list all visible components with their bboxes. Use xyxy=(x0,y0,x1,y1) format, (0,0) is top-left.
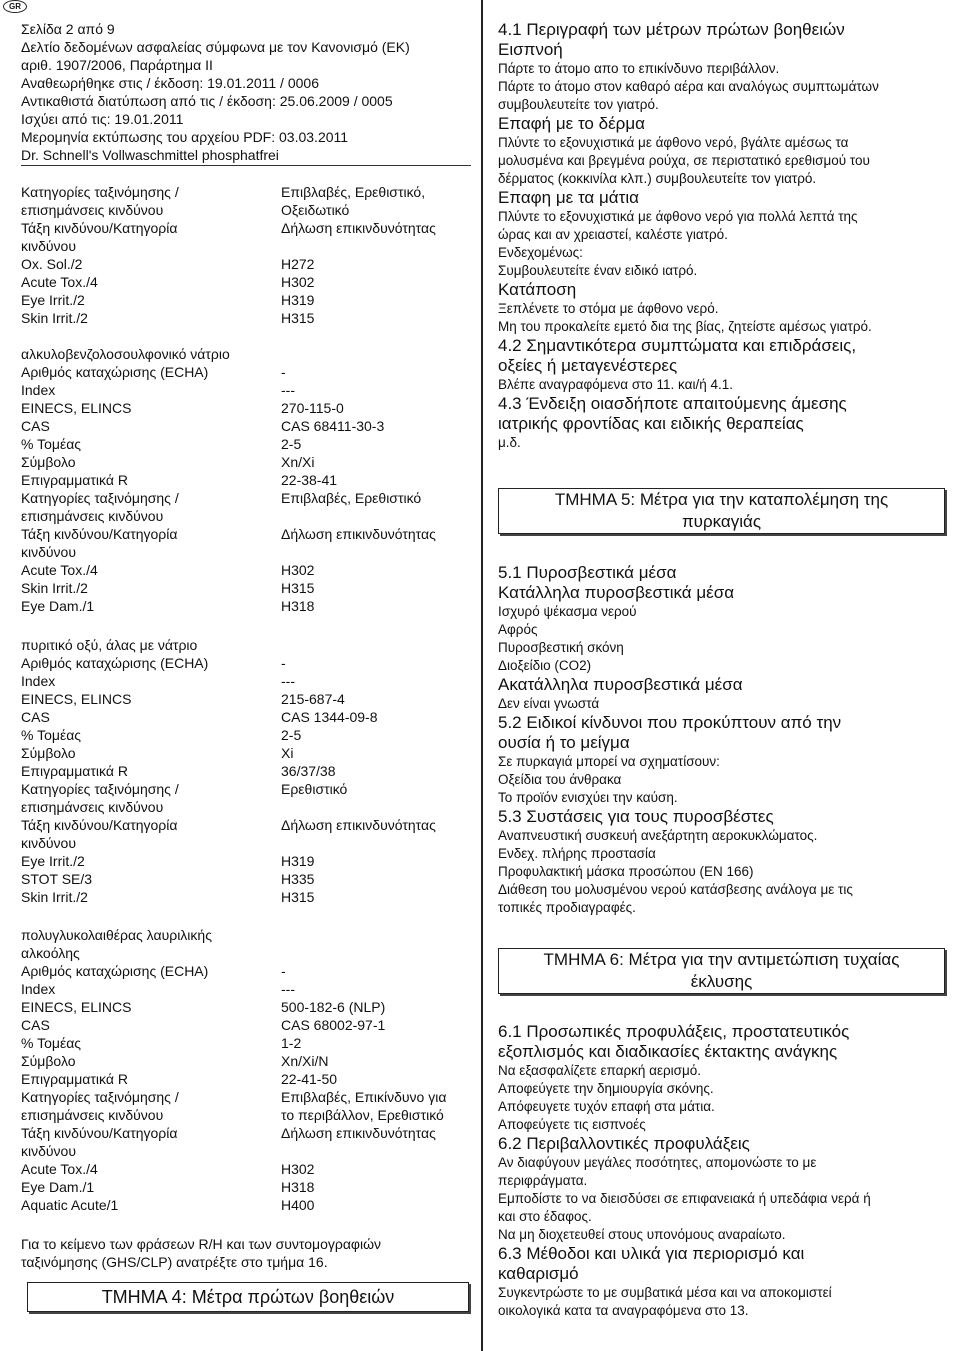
data-row xyxy=(21,435,471,453)
substance-title: πυριτικό οξύ, άλας με νάτριο xyxy=(21,637,198,653)
data-row xyxy=(21,1106,471,1124)
header-line: Dr. Schnell's Vollwaschmittel phosphatfrei xyxy=(21,147,279,163)
header-line: Ισχύει από τις: 19.01.2011 xyxy=(21,111,184,127)
text-line: 4.2 Σημαντικότερα συμπτώματα και επιδράσεις, xyxy=(498,336,857,355)
row-value xyxy=(281,543,471,561)
s41-title: 4.1 Περιγραφή των μέτρων πρώτων βοηθειών xyxy=(498,20,845,39)
row-label: Acute Tox./4 xyxy=(21,562,98,578)
row-value: CAS 1344-09-8 xyxy=(281,709,378,725)
row-value: H319 xyxy=(281,853,315,869)
row-label: επισημάνσεις κινδύνου xyxy=(21,1107,164,1123)
data-row xyxy=(21,381,471,399)
data-row xyxy=(21,780,471,798)
row-value: H319 xyxy=(281,292,315,308)
data-row xyxy=(21,1196,471,1214)
text-line: Αν διαφύγουν μεγάλες ποσότητες, απομονώστε το με xyxy=(498,1155,817,1170)
row-value: H318 xyxy=(281,598,315,614)
row-value xyxy=(281,798,471,816)
row-value: 22-41-50 xyxy=(281,1071,338,1087)
footnote-line: ταξινόμησης (GHS/CLP) ανατρέξτε στο τμήμα 16. xyxy=(21,1254,328,1270)
text-line: Το προϊόν ενισχύει την καύση. xyxy=(498,790,678,805)
row-label: Επιγραμματικά R xyxy=(21,472,128,488)
ingestion-text xyxy=(498,300,948,336)
section-6-content xyxy=(498,1022,948,1320)
text-line: εξοπλισμός και διαδικασίες έκτακτης ανάγκης xyxy=(498,1042,838,1061)
inhalation-text xyxy=(498,60,948,114)
text-line: συμβουλευτείτε τον γιατρό. xyxy=(498,97,659,112)
text-line: ΤΜΗΜΑ 6: Μέτρα για την αντιμετώπιση τυχαίας xyxy=(543,950,900,969)
header-rule xyxy=(21,165,471,166)
eyes-title: Επαφη με τα μάτια xyxy=(498,188,639,207)
row-label: % Τομέας xyxy=(21,1035,82,1051)
data-row xyxy=(21,291,471,309)
row-label: Skin Irrit./2 xyxy=(21,889,88,905)
text-line: Οξείδια του άνθρακα xyxy=(498,772,622,787)
row-value: Επιβλαβές, Επικίνδυνο για xyxy=(281,1089,447,1105)
row-label: Κατηγορίες ταξινόμησης / xyxy=(21,1089,179,1105)
column-divider xyxy=(481,0,483,1351)
row-value: 36/37/38 xyxy=(281,763,336,779)
row-label: EINECS, ELINCS xyxy=(21,400,132,416)
text-line: μολυσμένα και βρεγμένα ρούχα, σε περιστατικό ερεθισμού του xyxy=(498,153,870,168)
text-line: Σε πυρκαγιά μπορεί να σχηματίσουν: xyxy=(498,754,720,769)
row-value xyxy=(281,507,471,525)
data-row xyxy=(21,980,471,998)
row-value: --- xyxy=(281,981,295,997)
row-value: Xn/Xi/N xyxy=(281,1053,329,1069)
row-label: Index xyxy=(21,673,56,689)
row-label: κινδύνου xyxy=(21,544,77,560)
row-label: EINECS, ELINCS xyxy=(21,999,132,1015)
data-row xyxy=(21,834,471,852)
row-value: CAS 68411-30-3 xyxy=(281,418,385,434)
data-row xyxy=(21,579,471,597)
suitable-title: Κατάλληλα πυροσβεστικά μέσα xyxy=(498,583,735,602)
data-row xyxy=(21,1088,471,1106)
data-row xyxy=(21,201,471,219)
row-label: Τάξη κινδύνου/Κατηγορία xyxy=(21,817,178,833)
row-label: Skin Irrit./2 xyxy=(21,580,88,596)
data-row xyxy=(21,744,471,762)
row-value: το περιβάλλον, Ερεθιστικό xyxy=(281,1107,444,1123)
substance-title: αλκυλοβενζολοσουλφονικό νάτριο xyxy=(21,346,230,362)
row-value: CAS 68002-97-1 xyxy=(281,1017,386,1033)
row-value: Xn/Xi xyxy=(281,454,315,470)
s43-text: μ.δ. xyxy=(498,435,521,450)
data-row xyxy=(21,597,471,615)
text-line: Να μη διοχετευθεί στους υπονόμους αναραίωτο. xyxy=(498,1227,786,1242)
row-value: H400 xyxy=(281,1197,315,1213)
text-line: Προφυλακτική μάσκα προσώπου (EN 166) xyxy=(498,864,754,879)
row-label: Τάξη κινδύνου/Κατηγορία xyxy=(21,1125,178,1141)
row-value: Επιβλαβές, Ερεθιστικό xyxy=(281,490,422,506)
text-line: Αναπνευστική συσκευή ανεξάρτητη αεροκυκλώματος. xyxy=(498,828,818,843)
data-row xyxy=(21,962,471,980)
text-line: οξείες ή μεταγενέστερες xyxy=(498,356,678,375)
data-row xyxy=(21,273,471,291)
row-value: H272 xyxy=(281,256,315,272)
text-line: περιφράγματα. xyxy=(498,1173,588,1188)
header-line: αριθ. 1907/2006, Παράρτημα ΙΙ xyxy=(21,57,213,73)
data-row xyxy=(21,219,471,237)
data-row xyxy=(21,525,471,543)
row-value: Δήλωση επικινδυνότητας xyxy=(281,526,436,542)
row-label: % Τομέας xyxy=(21,436,82,452)
document-header xyxy=(21,20,471,164)
unsuitable-text: Δεν είναι γνωστά xyxy=(498,696,600,711)
data-row xyxy=(21,1034,471,1052)
s43-title xyxy=(498,394,948,434)
row-value: Xi xyxy=(281,745,294,761)
s52-title xyxy=(498,713,948,753)
text-line: Συγκεντρώστε το με συμβατικά μέσα και να αποκομιστεί xyxy=(498,1285,832,1300)
data-row xyxy=(21,1178,471,1196)
row-value: 2-5 xyxy=(281,727,302,743)
s61-text xyxy=(498,1062,948,1134)
data-row xyxy=(21,816,471,834)
text-line: 4.3 Ένδειξη οιασδήποτε απαιτούμενης άμεσης xyxy=(498,394,847,413)
row-label: Eye Dam./1 xyxy=(21,598,95,614)
row-label: Eye Irrit./2 xyxy=(21,292,85,308)
data-row xyxy=(21,255,471,273)
s42-title xyxy=(498,336,948,376)
text-line: καθαρισμό xyxy=(498,1264,579,1283)
substance-block-1 xyxy=(21,345,471,615)
text-line: οικολογικά κατα τα αναγραφόμενα στο 13. xyxy=(498,1303,749,1318)
row-value: 500-182-6 (NLP) xyxy=(281,999,386,1015)
text-line: Αποφεύγετε την δημιουργία σκόνης. xyxy=(498,1081,714,1096)
row-label: Skin Irrit./2 xyxy=(21,310,88,326)
text-line: 6.3 Μέθοδοι και υλικά για περιορισμό και xyxy=(498,1244,805,1263)
text-line: τοπικές προδιαγραφές. xyxy=(498,900,636,915)
row-label: Τάξη κινδύνου/Κατηγορία xyxy=(21,220,178,236)
row-label: Acute Tox./4 xyxy=(21,1161,98,1177)
data-row xyxy=(21,1160,471,1178)
text-line: Εμποδίστε το να διεισδύσει σε επιφανειακά ή υπεδάφια νερά ή xyxy=(498,1191,871,1206)
data-row xyxy=(21,870,471,888)
row-value xyxy=(281,1142,471,1160)
s63-title xyxy=(498,1244,948,1284)
data-row xyxy=(21,888,471,906)
row-value: H315 xyxy=(281,889,315,905)
text-line: Ενδεχομένως: xyxy=(498,245,583,260)
text-line: Να εξασφαλίζετε επαρκή αερισμό. xyxy=(498,1063,702,1078)
section-5-content xyxy=(498,563,948,917)
s62-text xyxy=(498,1154,948,1244)
row-label: Αριθμός καταχώρισης (ECHA) xyxy=(21,963,209,979)
row-label: κινδύνου xyxy=(21,835,77,851)
row-value: - xyxy=(281,655,286,671)
data-row xyxy=(21,1052,471,1070)
row-label: STOT SE/3 xyxy=(21,871,93,887)
row-value: Δήλωση επικινδυνότητας xyxy=(281,1125,436,1141)
skin-title: Επαφή με το δέρμα xyxy=(498,114,645,133)
row-label: Αριθμός καταχώρισης (ECHA) xyxy=(21,364,209,380)
s61-title xyxy=(498,1022,948,1062)
s53-text xyxy=(498,827,948,917)
data-row xyxy=(21,363,471,381)
data-row xyxy=(21,453,471,471)
row-label: κινδύνου xyxy=(21,238,77,254)
row-label: Acute Tox./4 xyxy=(21,274,98,290)
row-value: 215-687-4 xyxy=(281,691,345,707)
row-value: 2-5 xyxy=(281,436,302,452)
row-value: H315 xyxy=(281,310,315,326)
row-value: 270-115-0 xyxy=(281,400,344,416)
row-value: H335 xyxy=(281,871,315,887)
unsuitable-title: Ακατάλληλα πυροσβεστικά μέσα xyxy=(498,675,743,694)
data-row xyxy=(21,489,471,507)
row-value: Ερεθιστικό xyxy=(281,781,348,797)
s51-title: 5.1 Πυροσβεστικά μέσα xyxy=(498,563,677,582)
s62-title: 6.2 Περιβαλλοντικές προφυλάξεις xyxy=(498,1134,750,1153)
row-label: % Τομέας xyxy=(21,727,82,743)
row-label: Τάξη κινδύνου/Κατηγορία xyxy=(21,526,178,542)
text-line: Μη του προκαλείτε εμετό δια της βίας, ζητείστε αμέσως γιατρό. xyxy=(498,319,872,334)
data-row xyxy=(21,762,471,780)
row-label: Σύμβολο xyxy=(21,454,76,470)
row-value: --- xyxy=(281,673,295,689)
data-row xyxy=(21,183,471,201)
data-row xyxy=(21,543,471,561)
section-4-content xyxy=(498,20,948,452)
substance-title-cont: αλκοόλης xyxy=(21,945,80,961)
data-row xyxy=(21,237,471,255)
country-badge: GR xyxy=(3,0,27,13)
data-row xyxy=(21,1016,471,1034)
row-label: Σύμβολο xyxy=(21,1053,76,1069)
section-6-heading xyxy=(498,948,945,994)
row-label: Ox. Sol./2 xyxy=(21,256,83,272)
text-line: ώρας και αν χρειαστεί, καλέστε γιατρό. xyxy=(498,227,728,242)
row-value: Οξειδωτικό xyxy=(281,202,350,218)
row-label: Αριθμός καταχώρισης (ECHA) xyxy=(21,655,209,671)
text-line: Απόφευγετε τυχόν επαφή στα μάτια. xyxy=(498,1099,715,1114)
text-line: δέρματος (κοκκινίλα κλπ.) συμβουλευτείτε τον γιατρό. xyxy=(498,171,817,186)
section-4-heading: ΤΜΗΜΑ 4: Μέτρα πρώτων βοηθειών xyxy=(27,1282,469,1312)
row-label: Eye Irrit./2 xyxy=(21,853,85,869)
row-value: Επιβλαβές, Ερεθιστικό, xyxy=(281,184,426,200)
text-line: Διοξείδιο (CO2) xyxy=(498,658,592,673)
text-line: έκλυσης xyxy=(690,972,753,991)
data-row xyxy=(21,1142,471,1160)
data-row xyxy=(21,1070,471,1088)
text-line: Πλύντε το εξονυχιστικά με άφθονο νερό, βγάλτε αμέσως τα xyxy=(498,135,849,150)
row-label: κινδύνου xyxy=(21,1143,77,1159)
s63-text xyxy=(498,1284,948,1320)
text-line: 5.2 Ειδικοί κίνδυνοι που προκύπτουν από την xyxy=(498,713,842,732)
text-line: Πλύντε το εξονυχιστικά με άφθονο νερό για πολλά λεπτά της xyxy=(498,209,858,224)
text-line: 6.1 Προσωπικές προφυλάξεις, προστατευτικός xyxy=(498,1022,850,1041)
row-label: επισημάνσεις κινδύνου xyxy=(21,508,164,524)
header-line: Αντικαθιστά διατύπωση από τις / έκδοση: 25.06.2009 / 0005 xyxy=(21,93,393,109)
data-row xyxy=(21,708,471,726)
row-label: Index xyxy=(21,981,56,997)
row-label: Κατηγορίες ταξινόμησης / xyxy=(21,781,179,797)
text-line: ουσία ή το μείγμα xyxy=(498,733,630,752)
text-line: Πάρτε το άτομο απο το επικίνδυνο περιβάλλον. xyxy=(498,61,780,76)
row-label: Επιγραμματικά R xyxy=(21,763,128,779)
row-label: Κατηγορίες ταξινόμησης / xyxy=(21,184,179,200)
data-row xyxy=(21,471,471,489)
row-label: Επιγραμματικά R xyxy=(21,1071,128,1087)
data-row xyxy=(21,852,471,870)
row-value: H302 xyxy=(281,562,315,578)
row-label: επισημάνσεις κινδύνου xyxy=(21,799,164,815)
row-label: Σύμβολο xyxy=(21,745,76,761)
row-value: - xyxy=(281,963,286,979)
data-row xyxy=(21,507,471,525)
text-line: Αφρός xyxy=(498,622,538,637)
row-value: 22-38-41 xyxy=(281,472,338,488)
text-line: Ισχυρό ψέκασμα νερού xyxy=(498,604,637,619)
row-value: H315 xyxy=(281,580,315,596)
data-row xyxy=(21,561,471,579)
suitable-list xyxy=(498,603,948,675)
data-row xyxy=(21,798,471,816)
row-label: CAS xyxy=(21,1017,50,1033)
s53-title: 5.3 Συστάσεις για τους πυροσβέστες xyxy=(498,807,774,826)
text-line: και στο έδαφος. xyxy=(498,1209,592,1224)
text-line: Διάθεση του μολυσμένου νερού κατάσβεσης ανάλογα με τις xyxy=(498,882,853,897)
row-value xyxy=(281,834,471,852)
footnote-line: Για το κείμενο των φράσεων R/H και των συντομογραφιών xyxy=(21,1236,382,1252)
row-label: επισημάνσεις κινδύνου xyxy=(21,202,164,218)
data-row xyxy=(21,726,471,744)
s52-text xyxy=(498,753,948,807)
text-line: Ενδεχ. πλήρης προστασία xyxy=(498,846,656,861)
row-label: CAS xyxy=(21,709,50,725)
skin-text xyxy=(498,134,948,188)
row-label: Eye Dam./1 xyxy=(21,1179,95,1195)
text-line: Πάρτε το άτομο στον καθαρό αέρα και αναλόγως συμπτωμάτων xyxy=(498,79,879,94)
text-line: ΤΜΗΜΑ 5: Μέτρα για την καταπολέμηση της xyxy=(554,490,889,509)
footnote xyxy=(21,1235,471,1271)
row-label: CAS xyxy=(21,418,50,434)
row-label: Aquatic Acute/1 xyxy=(21,1197,119,1213)
data-row xyxy=(21,399,471,417)
row-label: Κατηγορίες ταξινόμησης / xyxy=(21,490,179,506)
header-line: Σελίδα 2 από 9 xyxy=(21,21,115,37)
row-value: - xyxy=(281,364,286,380)
section-5-heading xyxy=(498,488,945,534)
row-value: H302 xyxy=(281,1161,315,1177)
header-line: Δελτίο δεδομένων ασφαλείας σύμφωνα με τον Κανονισμό (ΕΚ) xyxy=(21,39,410,55)
text-line: Ξεπλένετε το στόμα με άφθονο νερό. xyxy=(498,301,719,316)
row-value xyxy=(281,237,471,255)
row-value: Δήλωση επικινδυνότητας xyxy=(281,220,436,236)
inhalation-title: Εισπνοή xyxy=(498,40,563,59)
data-row xyxy=(21,672,471,690)
classification-block xyxy=(21,183,471,327)
text-line: Συμβουλευτείτε έναν ειδικό ιατρό. xyxy=(498,263,698,278)
text-line: Αποφεύγετε τις εισπνοές xyxy=(498,1117,646,1132)
data-row xyxy=(21,417,471,435)
s42-text: Βλέπε αναγραφόμενα στο 11. και/ή 4.1. xyxy=(498,377,733,392)
row-value: Δήλωση επικινδυνότητας xyxy=(281,817,436,833)
eyes-text xyxy=(498,208,948,280)
header-line: Αναθεωρήθηκε στις / έκδοση: 19.01.2011 / 0006 xyxy=(21,75,319,91)
text-line: πυρκαγιάς xyxy=(681,512,762,531)
row-value: H302 xyxy=(281,274,315,290)
row-label: EINECS, ELINCS xyxy=(21,691,132,707)
data-row xyxy=(21,309,471,327)
substance-title: πολυγλυκολαιθέρας λαυριλικής xyxy=(21,927,212,943)
row-value: --- xyxy=(281,382,295,398)
row-label: Index xyxy=(21,382,56,398)
substance-block-2 xyxy=(21,636,471,906)
text-line: Πυροσβεστική σκόνη xyxy=(498,640,624,655)
data-row xyxy=(21,654,471,672)
ingestion-title: Κατάποση xyxy=(498,280,577,299)
data-row xyxy=(21,1124,471,1142)
text-line: ιατρικής φροντίδας και ειδικής θεραπείας xyxy=(498,414,804,433)
header-line: Μερομηνία εκτύπωσης του αρχείου PDF: 03.03.2011 xyxy=(21,129,349,145)
row-value: H318 xyxy=(281,1179,315,1195)
row-value: 1-2 xyxy=(281,1035,302,1051)
data-row xyxy=(21,690,471,708)
data-row xyxy=(21,998,471,1016)
substance-block-3 xyxy=(21,926,471,1214)
